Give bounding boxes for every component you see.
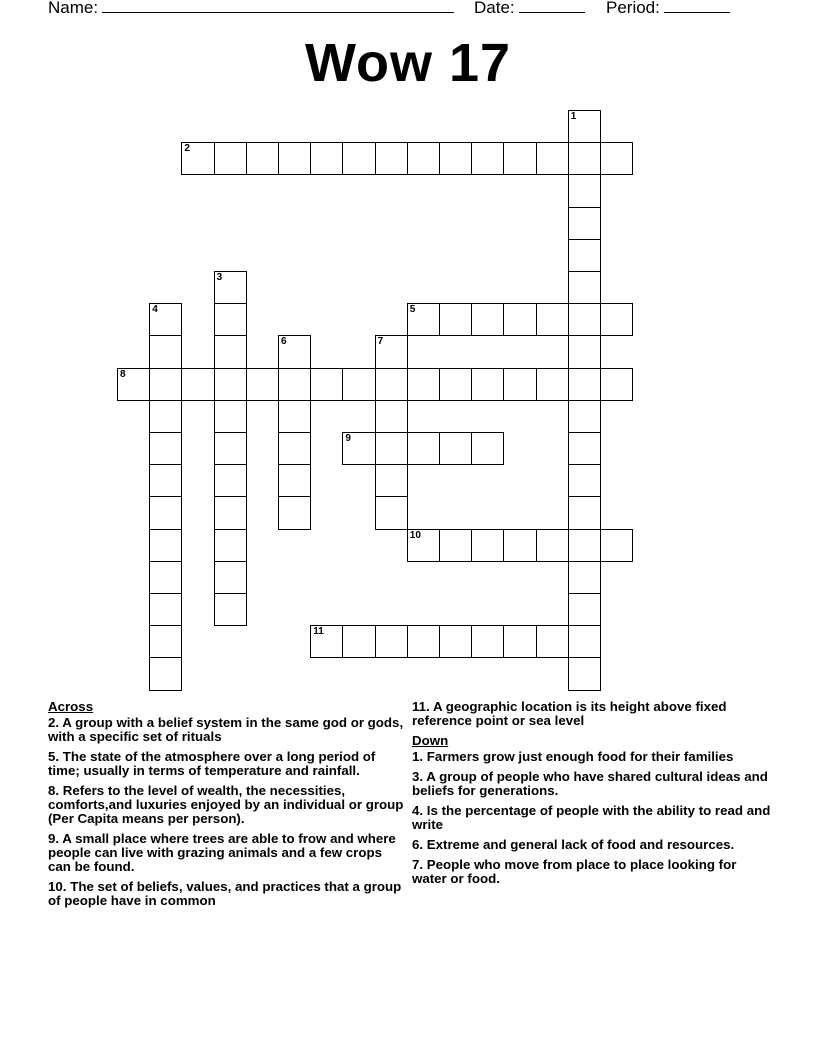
grid-cell[interactable] xyxy=(568,303,601,336)
grid-cell[interactable] xyxy=(149,303,182,336)
grid-cell[interactable] xyxy=(149,400,182,433)
grid-cell[interactable] xyxy=(342,142,375,175)
grid-cell[interactable] xyxy=(407,432,440,465)
grid-cell[interactable] xyxy=(407,368,440,401)
grid-cell[interactable] xyxy=(214,432,247,465)
cell-number: 3 xyxy=(216,272,223,283)
grid-cell[interactable] xyxy=(214,529,247,562)
grid-cell[interactable] xyxy=(503,625,536,658)
grid-cell[interactable] xyxy=(536,529,569,562)
grid-cell[interactable] xyxy=(503,303,536,336)
grid-cell[interactable] xyxy=(149,335,182,368)
grid-cell[interactable] xyxy=(568,496,601,529)
clue-number: 9. xyxy=(48,831,60,846)
grid-cell[interactable] xyxy=(375,335,408,368)
grid-cell[interactable] xyxy=(214,400,247,433)
page-title: Wow 17 xyxy=(304,33,512,93)
grid-cell[interactable] xyxy=(278,142,311,175)
grid-cell[interactable] xyxy=(149,529,182,562)
grid-cell[interactable] xyxy=(278,464,311,497)
grid-cell[interactable] xyxy=(568,142,601,175)
grid-cell[interactable] xyxy=(117,368,150,401)
grid-cell[interactable] xyxy=(568,657,601,690)
grid-cell[interactable] xyxy=(536,142,569,175)
grid-cell[interactable] xyxy=(407,142,440,175)
grid-cell[interactable] xyxy=(149,464,182,497)
grid-cell[interactable] xyxy=(181,368,214,401)
clue-text: Refers to the level of wealth, the necessities, comforts,and luxuries enjoyed by an individual or group (Per Capita means per person). xyxy=(48,783,404,826)
clue-across-8 xyxy=(48,784,408,826)
grid-cell[interactable] xyxy=(375,368,408,401)
cell-number: 9 xyxy=(345,433,351,444)
clue-across-10 xyxy=(48,880,408,908)
grid-cell[interactable] xyxy=(471,625,504,658)
grid-cell[interactable] xyxy=(214,271,247,304)
grid-cell[interactable] xyxy=(439,303,472,336)
grid-cell[interactable] xyxy=(600,142,633,175)
grid-cell[interactable] xyxy=(310,368,343,401)
clue-number: 7. xyxy=(412,857,424,872)
date-label: Date: xyxy=(474,0,515,17)
grid-cell[interactable] xyxy=(439,529,472,562)
grid-cell[interactable] xyxy=(568,593,601,626)
clue-text: A group with a belief system in the same god or gods, with a specific set of rituals xyxy=(48,715,404,744)
cell-number: 2 xyxy=(184,143,190,155)
grid-cell[interactable] xyxy=(568,335,601,368)
clue-number: 6. xyxy=(412,837,424,852)
grid-cell[interactable] xyxy=(568,561,601,594)
grid-cell[interactable] xyxy=(503,142,536,175)
cell-number: 10 xyxy=(409,529,421,541)
grid-cell[interactable] xyxy=(536,625,569,658)
cell-number: 4 xyxy=(152,304,158,316)
grid-cell[interactable] xyxy=(568,529,601,562)
clue-down-4 xyxy=(412,804,772,832)
grid-cell[interactable] xyxy=(375,496,408,529)
grid-cell[interactable] xyxy=(536,303,569,336)
clue-number: 3. xyxy=(412,769,424,784)
grid-cell[interactable] xyxy=(439,625,472,658)
grid-cell[interactable] xyxy=(278,368,311,401)
across-heading: Across xyxy=(48,699,94,714)
grid-cell[interactable] xyxy=(149,657,182,690)
grid-cell[interactable] xyxy=(278,496,311,529)
grid-cell[interactable] xyxy=(407,625,440,658)
clue-text: Farmers grow just enough food for their families xyxy=(426,749,734,764)
clue-number: 8. xyxy=(48,783,60,798)
grid-cell[interactable] xyxy=(471,142,504,175)
grid-cell[interactable] xyxy=(375,142,408,175)
grid-cell[interactable] xyxy=(214,464,247,497)
clue-down-7 xyxy=(412,858,772,886)
grid-cell[interactable] xyxy=(568,625,601,658)
grid-cell[interactable] xyxy=(342,625,375,658)
grid-cell[interactable] xyxy=(214,561,247,594)
grid-cell[interactable] xyxy=(568,271,601,304)
grid-cell[interactable] xyxy=(471,303,504,336)
clue-across-11 xyxy=(412,700,772,728)
grid-cell[interactable] xyxy=(471,432,504,465)
clue-number: 5. xyxy=(48,749,60,764)
grid-cell[interactable] xyxy=(214,593,247,626)
cell-number: 6 xyxy=(281,336,287,348)
grid-cell[interactable] xyxy=(214,142,247,175)
grid-cell[interactable] xyxy=(568,110,601,143)
clue-number: 4. xyxy=(412,803,424,818)
clue-text: Is the percentage of people with the ability to read and write xyxy=(412,803,771,832)
grid-cell[interactable] xyxy=(407,303,440,336)
grid-cell[interactable] xyxy=(246,142,279,175)
grid-cell[interactable] xyxy=(149,368,182,401)
grid-cell[interactable] xyxy=(375,625,408,658)
clue-down-1 xyxy=(412,750,772,764)
cell-number: 11 xyxy=(313,626,324,638)
grid-cell[interactable] xyxy=(568,174,601,207)
clue-number: 2. xyxy=(48,715,60,730)
clue-text: The state of the atmosphere over a long period of time; usually in terms of temperature and rainfall. xyxy=(48,749,376,778)
grid-cell[interactable] xyxy=(310,142,343,175)
grid-cell[interactable] xyxy=(439,368,472,401)
clue-number: 11. xyxy=(412,699,430,714)
grid-cell[interactable] xyxy=(375,432,408,465)
clue-text: A geographic location is its height above fixed reference point or sea level xyxy=(412,699,727,728)
clue-text: The set of beliefs, values, and practices that a group of people have in common xyxy=(48,879,402,908)
grid-cell[interactable] xyxy=(342,432,375,465)
grid-cell[interactable] xyxy=(149,496,182,529)
grid-cell[interactable] xyxy=(149,432,182,465)
clues-left-column xyxy=(48,700,408,914)
clue-number: 1. xyxy=(412,749,424,764)
grid-cell[interactable] xyxy=(568,432,601,465)
grid-cell[interactable] xyxy=(503,529,536,562)
grid-cell[interactable] xyxy=(600,303,633,336)
grid-cell[interactable] xyxy=(342,368,375,401)
grid-cell[interactable] xyxy=(214,368,247,401)
cell-number: 5 xyxy=(409,304,416,316)
grid-cell[interactable] xyxy=(149,625,182,658)
grid-cell[interactable] xyxy=(310,625,343,658)
cell-number: 7 xyxy=(377,336,384,348)
grid-cell[interactable] xyxy=(149,593,182,626)
clues-right-column xyxy=(412,700,772,892)
grid-cell[interactable] xyxy=(600,529,633,562)
clue-text: A small place where trees are able to frow and where people can live with grazing animals and a few crops can be found. xyxy=(48,831,396,874)
clue-across-5 xyxy=(48,750,408,778)
grid-cell[interactable] xyxy=(568,400,601,433)
period-label: Period: xyxy=(606,0,660,17)
grid-cell[interactable] xyxy=(568,464,601,497)
grid-cell[interactable] xyxy=(214,335,247,368)
grid-cell[interactable] xyxy=(149,561,182,594)
clue-down-6 xyxy=(412,838,772,852)
cell-number: 8 xyxy=(120,368,126,380)
grid-cell[interactable] xyxy=(375,400,408,433)
clue-text: Extreme and general lack of food and resources. xyxy=(426,837,735,852)
name-label: Name: xyxy=(48,0,99,17)
clue-across-9 xyxy=(48,832,408,874)
grid-cell[interactable] xyxy=(375,464,408,497)
grid-cell[interactable] xyxy=(568,368,601,401)
clue-across-2 xyxy=(48,716,408,744)
grid-cell[interactable] xyxy=(568,207,601,240)
grid-cell[interactable] xyxy=(278,432,311,465)
grid-cell[interactable] xyxy=(471,368,504,401)
clue-text: People who move from place to place looking for water or food. xyxy=(412,857,737,886)
grid-cell[interactable] xyxy=(278,335,311,368)
clue-number: 10. xyxy=(48,879,67,894)
cell-number: 1 xyxy=(570,111,577,122)
grid-cell[interactable] xyxy=(246,368,279,401)
grid-cell[interactable] xyxy=(568,239,601,272)
clue-text: A group of people who have shared cultural ideas and beliefs for generations. xyxy=(412,769,768,798)
grid-cell[interactable] xyxy=(439,142,472,175)
grid-cell[interactable] xyxy=(503,368,536,401)
clue-down-3 xyxy=(412,770,772,798)
down-heading: Down xyxy=(412,733,449,748)
grid-cell[interactable] xyxy=(214,496,247,529)
grid-cell[interactable] xyxy=(278,400,311,433)
grid-cell[interactable] xyxy=(407,529,440,562)
grid-cell[interactable] xyxy=(181,142,214,175)
grid-cell[interactable] xyxy=(471,529,504,562)
grid-cell[interactable] xyxy=(600,368,633,401)
grid-cell[interactable] xyxy=(536,368,569,401)
grid-cell[interactable] xyxy=(214,303,247,336)
grid-cell[interactable] xyxy=(439,432,472,465)
